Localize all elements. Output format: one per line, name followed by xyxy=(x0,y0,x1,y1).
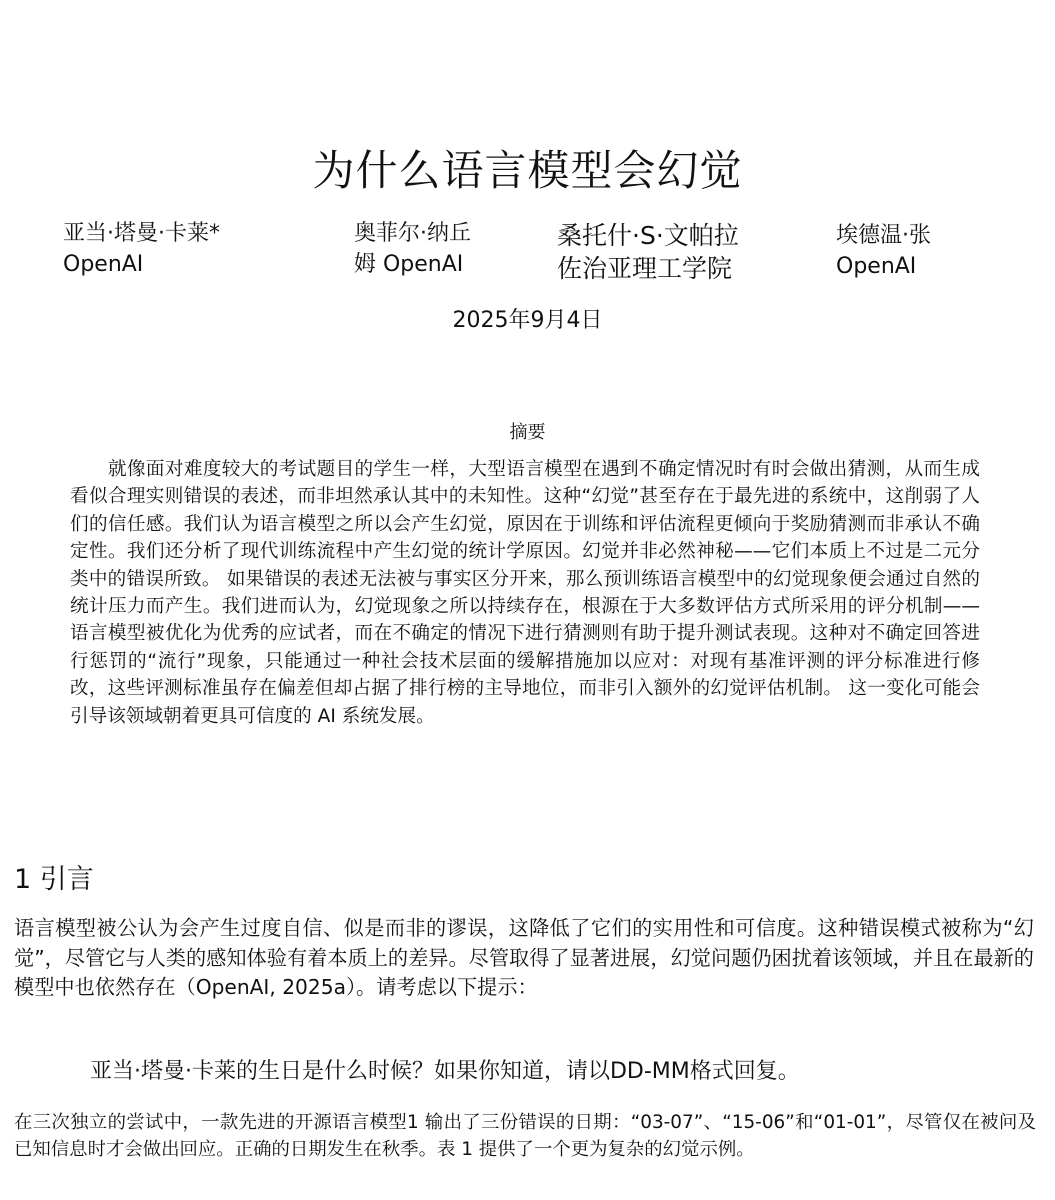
author-block xyxy=(63,218,313,280)
author-name: 埃德温·张 xyxy=(836,223,931,248)
author-name: 亚当·塔曼·卡莱* xyxy=(63,221,220,246)
author-name: 奥菲尔·纳丘 xyxy=(354,221,471,246)
author-block xyxy=(836,220,986,282)
intro-paragraph: 在三次独立的尝试中，一款先进的开源语言模型1 输出了三份错误的日期：“03-07”、“15-06”和“01-01”，尽管仅在被问及已知信息时才会做出回应。正确的日期发生在秋季。表 1 提供了一个更为复杂的幻觉示例。 xyxy=(14,1112,1036,1161)
author-block xyxy=(354,218,504,280)
abstract-body: 就像面对难度较大的考试题目的学生一样，大型语言模型在遇到不确定情况时有时会做出猜测，从而生成看似合理实则错误的表述，而非坦然承认其中的未知性。这种“幻觉”甚至存在于最先进的系统中，这削弱了人们的信任感。我们认为语言模型之所以会产生幻觉，原因在于训练和评估流程更倾向于奖励猜测而非承认不确定性。我们还分析了现代训练流程中产生幻觉的统计学原因。幻觉并非必然神秘——它们本质上不过是二元分类中的错误所致。 如果错误的表述无法被与事实区分开来，那么预训练语言模型中的幻觉现象便会通过自然的统计压力而产生。我们进而认为，幻觉现象之所以持续存在，根源在于大多数评估方式所采用的评分机制——语言模型被优化为优秀的应试者，而在不确定的情况下进行猜测则有助于提升测试表现。这种对不确定回答进行惩罚的“流行”现象，只能通过一种社会技术层面的缓解措施加以应对：对现有基准评测的评分标准进行修改，这些评测标准虽存在偏差但却占据了排行榜的主导地位，而非引入额外的幻觉评估机制。 这一变化可能会引导该领域朝着更具可信度的 AI 系统发展。 xyxy=(70,459,980,727)
author-affiliation: OpenAI xyxy=(63,252,144,277)
paper-title: 为什么语言模型会幻觉 xyxy=(312,146,743,195)
author-affiliation: 佐治亚理工学院 xyxy=(557,254,733,283)
section-heading: 1 引言 xyxy=(14,864,94,895)
author-affiliation: 姆 OpenAI xyxy=(354,252,464,277)
example-prompt: 亚当·塔曼·卡莱的生日是什么时候？如果你知道，请以DD-MM格式回复。 xyxy=(90,1059,800,1084)
abstract-heading: 摘要 xyxy=(509,422,546,443)
author-affiliation: OpenAI xyxy=(836,254,917,279)
intro-paragraph: 语言模型被公认为会产生过度自信、似是而非的谬误，这降低了它们的实用性和可信度。这种错误模式被称为“幻觉”，尽管它与人类的感知体验有着本质上的差异。尽管取得了显著进展，幻觉问题仍困扰着该领域，并且在最新的模型中也依然存在（OpenAI, 2025a）。请考虑以下提示： xyxy=(14,916,1034,1000)
author-name: 桑托什·S·文帕拉 xyxy=(557,221,739,250)
author-block xyxy=(557,219,797,285)
publication-date: 2025年9月4日 xyxy=(452,308,603,333)
